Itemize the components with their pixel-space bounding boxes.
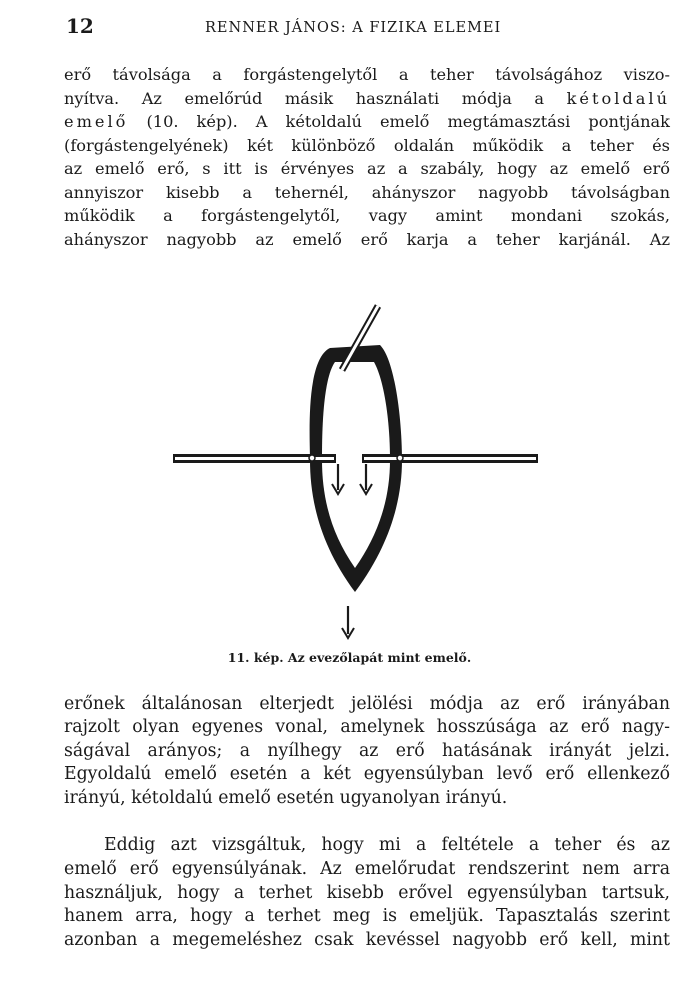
text-line: (forgástengelyének) két különböző oldalán működik a teher és (64, 135, 670, 155)
text-line: nyítva. Az emelőrúd másik használati módja a kétoldalú (64, 88, 670, 108)
text-line: rajzolt olyan egyenes vonal, amelynek hosszúsága az erő nagy- (64, 717, 670, 738)
text-line: ságával arányos; a nyílhegy az erő hatásának irányát jelzi. (64, 740, 670, 761)
page-number: 12 (66, 14, 94, 38)
oar-lever-figure (170, 300, 540, 645)
oar-right (362, 454, 538, 463)
text-line: Eddig azt vizsgáltuk, hogy mi a feltétele a teher és az (104, 835, 670, 855)
text-line: az emelő erő, s itt is érvényes az a szabály, hogy az emelő erő (64, 159, 670, 178)
text-line: emelő erő egyensúlyának. Az emelőrudat rendszerint nem arra (64, 858, 670, 879)
text-line: ahányszor nagyobb az emelő erő karja a teher karjánál. Az (64, 229, 670, 249)
emphasized-term: emelő (64, 112, 129, 131)
text-line: azonban a megemeléshez csak kevéssel nagyobb erő kell, mint (64, 930, 670, 951)
text-line: annyiszor kisebb a tehernél, ahányszor nagyobb távolságban (64, 182, 670, 202)
pivot-point-right (397, 455, 403, 461)
paragraph-1 (64, 63, 670, 251)
emphasized-term: kétoldalú (566, 88, 670, 108)
text-line: erő távolsága a forgástengelytől a teher távolságához viszo- (64, 65, 670, 84)
text-line: emelő (10. kép). A kétoldalú emelő megtámasztási pontjának (64, 112, 670, 131)
text-line: Egyoldalú emelő esetén a két egyensúlyban levő erő ellenkező (64, 764, 670, 785)
text-line: működik a forgástengelytől, vagy amint mondani szokás, (64, 206, 670, 225)
boat-hull (310, 345, 402, 592)
text-line: irányú, kétoldalú emelő esetén ugyanolyan irányú. (64, 787, 508, 808)
text-line: hanem arra, hogy a terhet meg is emeljük. Tapasztalás szerint (64, 906, 670, 927)
running-title: RENNER JÁNOS: A FIZIKA ELEMEI (205, 20, 502, 36)
figure-caption: 11. kép. Az evezőlapát mint emelő. (227, 650, 472, 665)
paragraph-2 (64, 693, 670, 810)
paragraph-3 (64, 834, 670, 953)
text-line: erőnek általánosan elterjedt jelölési módja az erő irányában (64, 694, 670, 714)
pivot-point-left (309, 455, 315, 461)
load-arrow (342, 606, 354, 638)
text-line: használjuk, hogy a terhet kisebb erővel egyensúlyban tartsuk, (64, 882, 670, 903)
